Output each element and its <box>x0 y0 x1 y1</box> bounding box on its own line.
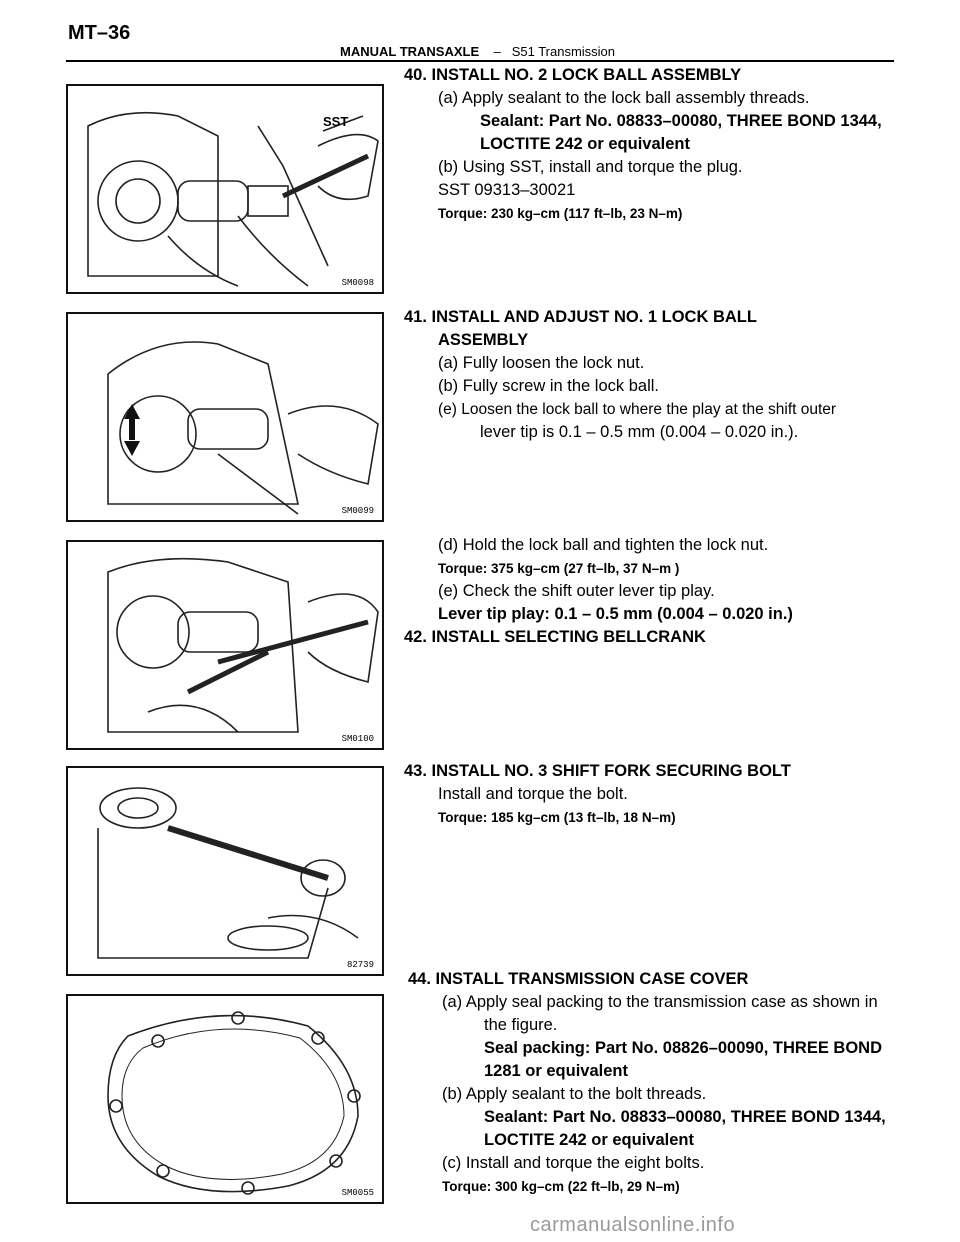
subsection-title: S51 Transmission <box>511 44 616 59</box>
step-44-c: (c) Install and torque the eight bolts. <box>442 1154 705 1172</box>
page-code: MT–36 <box>68 22 131 44</box>
figure-case-cover <box>66 994 384 1204</box>
step-43-text: Install and torque the bolt. <box>438 785 628 803</box>
figure-code: SM0098 <box>341 278 374 288</box>
step-41-e-1: (e) Loosen the lock ball to where the play at the shift outer <box>438 401 837 418</box>
step-40-torque: Torque: 230 kg–cm (117 ft–lb, 23 N–m) <box>438 206 683 221</box>
step-43-torque: Torque: 185 kg–cm (13 ft–lb, 18 N–m) <box>438 810 676 825</box>
figure-lock-ball-2 <box>66 84 384 294</box>
step-41-title-2: ASSEMBLY <box>438 331 529 349</box>
watermark: carmanualsonline.info <box>530 1214 736 1236</box>
case-cover-illustration <box>68 996 382 1202</box>
running-header <box>340 44 615 59</box>
step-40-sst: SST 09313–30021 <box>438 181 576 199</box>
step-41-title-1: 41. INSTALL AND ADJUST NO. 1 LOCK BALL <box>404 308 757 326</box>
step-43-title: 43. INSTALL NO. 3 SHIFT FORK SECURING BOLT <box>404 762 791 780</box>
header-rule <box>66 60 894 62</box>
step-44-a-1: (a) Apply seal packing to the transmission case as shown in <box>442 993 878 1011</box>
step-40-b: (b) Using SST, install and torque the plug. <box>438 158 743 176</box>
step-44-packing-2: 1281 or equivalent <box>484 1062 628 1080</box>
figure-lock-ball-1 <box>66 312 384 522</box>
step-41-e-2: lever tip is 0.1 – 0.5 mm (0.004 – 0.020 in.). <box>480 423 799 441</box>
figure-code: SM0100 <box>341 734 374 744</box>
step-41 <box>404 306 924 444</box>
step-44-packing-1: Seal packing: Part No. 08826–00090, THREE BOND <box>484 1039 882 1057</box>
step-41-b: (b) Fully screw in the lock ball. <box>438 377 659 395</box>
step-40 <box>404 64 924 225</box>
step-44-title: 44. INSTALL TRANSMISSION CASE COVER <box>408 970 749 988</box>
figure-lock-nut <box>66 540 384 750</box>
step-41-torque: Torque: 375 kg–cm (27 ft–lb, 37 N–m ) <box>438 561 680 576</box>
step-41-continued <box>404 534 924 649</box>
step-40-sealant-1: Sealant: Part No. 08833–00080, THREE BOND 1344, <box>480 112 882 130</box>
sst-label: SST <box>323 114 349 129</box>
step-44-a-2: the figure. <box>484 1016 558 1034</box>
figure-code: 82739 <box>346 960 374 970</box>
step-44 <box>408 968 938 1198</box>
step-40-sealant-2: LOCTITE 242 or equivalent <box>480 135 690 153</box>
figure-shift-fork-bolt <box>66 766 384 976</box>
section-title: MANUAL TRANSAXLE <box>340 44 480 59</box>
step-44-b: (b) Apply sealant to the bolt threads. <box>442 1085 707 1103</box>
step-40-title: 40. INSTALL NO. 2 LOCK BALL ASSEMBLY <box>404 66 742 84</box>
step-42-title: 42. INSTALL SELECTING BELLCRANK <box>404 628 706 646</box>
figure-code: SM0099 <box>341 506 374 516</box>
lock-nut-illustration <box>68 542 382 748</box>
step-44-torque: Torque: 300 kg–cm (22 ft–lb, 29 N–m) <box>442 1179 680 1194</box>
step-44-sealant-2: LOCTITE 242 or equivalent <box>484 1131 694 1149</box>
shift-fork-bolt-illustration <box>68 768 382 974</box>
step-41-a: (a) Fully loosen the lock nut. <box>438 354 645 372</box>
lock-ball-illustration <box>68 86 382 292</box>
step-43 <box>404 760 924 829</box>
figure-code: SM0055 <box>341 1188 374 1198</box>
step-40-a: (a) Apply sealant to the lock ball assembly threads. <box>438 89 810 107</box>
step-41-d: (d) Hold the lock ball and tighten the lock nut. <box>438 536 769 554</box>
step-44-sealant-1: Sealant: Part No. 08833–00080, THREE BOND 1344, <box>484 1108 886 1126</box>
lock-ball-adjust-illustration <box>68 314 382 520</box>
header-separator: – <box>493 44 501 59</box>
step-41-play: Lever tip play: 0.1 – 0.5 mm (0.004 – 0.020 in.) <box>438 605 793 623</box>
step-41-e-check: (e) Check the shift outer lever tip play. <box>438 582 715 600</box>
